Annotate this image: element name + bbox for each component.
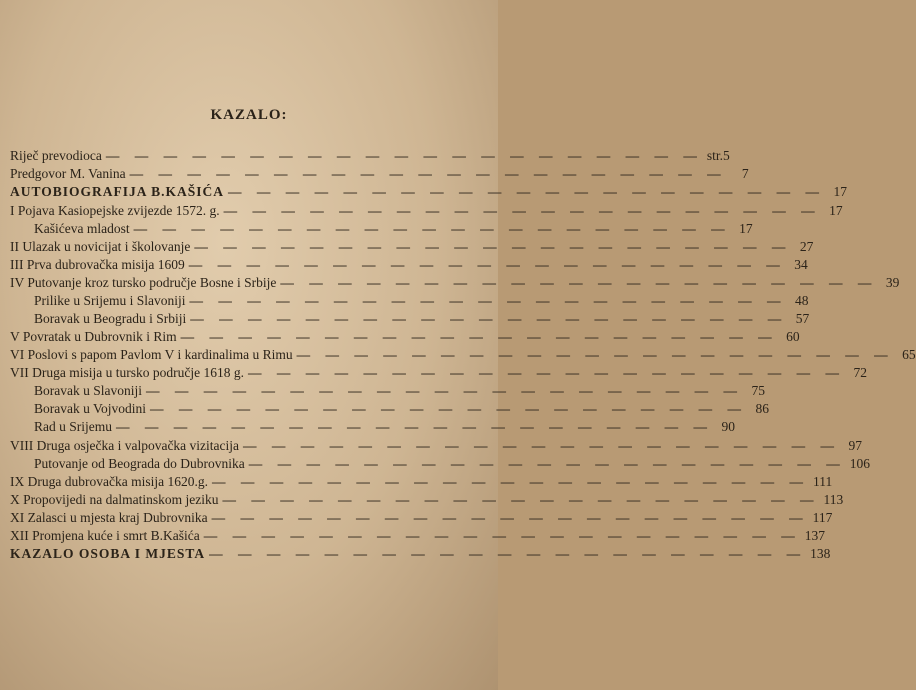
toc-entry-page: 39 xyxy=(885,275,900,290)
toc-entry-label: Predgovor M. Vanina xyxy=(10,166,126,181)
toc-entry-label: X Propovijedi na dalmatinskom jeziku xyxy=(10,492,219,507)
toc-entry-label: Boravak u Slavoniji xyxy=(34,383,142,398)
toc-entry xyxy=(10,148,730,166)
page-title: KAZALO: xyxy=(210,107,288,123)
toc-entry-page: 137 xyxy=(804,528,825,543)
toc-entry-page: 113 xyxy=(823,492,844,507)
toc-entry xyxy=(10,329,800,347)
toc-entry xyxy=(34,293,809,311)
toc-entry xyxy=(10,239,814,257)
leader-dashes: — — — — — — — — — — — — — — — — — — — — — xyxy=(105,148,703,163)
toc-entry-label: VII Druga misija u tursko područje 1618 g. xyxy=(10,365,244,380)
leader-dashes: — — — — — — — — — — — — — — — — — — — — — xyxy=(133,221,731,236)
toc-entry-label: KAZALO OSOBA I MJESTA xyxy=(10,546,206,561)
toc-entry-label: VIII Druga osječka i valpovačka vizitacija xyxy=(10,438,240,453)
toc-entry xyxy=(10,365,867,383)
toc-entry xyxy=(10,257,808,275)
toc-entry-label: II Ulazak u novicijat i školovanje xyxy=(10,239,191,254)
leader-dashes: — — — — — — — — — — — — — — — — — — — — — xyxy=(211,510,809,525)
toc-entry-label: IX Druga dubrovačka misija 1620.g. xyxy=(10,474,208,489)
leader-dashes: — — — — — — — — — — — — — — — — — — — — — xyxy=(129,166,727,181)
toc-entry-label: Boravak u Vojvodini xyxy=(34,401,147,416)
toc-entry xyxy=(10,347,916,365)
toc-entry xyxy=(10,184,848,202)
toc-entry xyxy=(10,510,833,528)
toc-entry-page: 72 xyxy=(853,365,867,380)
toc-entry xyxy=(10,546,831,564)
leader-dashes: — — — — — — — — — — — — — — — — — — — — — xyxy=(222,492,820,507)
leader-dashes: — — — — — — — — — — — — — — — — — — — — — xyxy=(180,329,778,344)
toc-entry xyxy=(10,203,843,221)
toc-entry xyxy=(10,492,844,510)
leader-dashes: — — — — — — — — — — — — — — — — — — — — — xyxy=(189,293,787,308)
toc-entry-page: str.5 xyxy=(706,148,730,163)
toc-entry xyxy=(34,383,765,401)
toc-entry xyxy=(34,419,735,437)
toc-entry xyxy=(34,221,753,239)
toc-entry-label: Riječ prevodioca xyxy=(10,148,102,163)
leader-dashes: — — — — — — — — — — — — — — — — — — — — — xyxy=(194,239,792,254)
leader-dashes: — — — — — — — — — — — — — — — — — — — — — xyxy=(296,347,894,362)
toc-entry-page: 65 xyxy=(902,347,916,362)
leader-dashes: — — — — — — — — — — — — — — — — — — — — — xyxy=(203,528,801,543)
toc-entry-label: XII Promjena kuće i smrt B.Kašića xyxy=(10,528,200,543)
toc-entry xyxy=(34,401,770,419)
leader-dashes: — — — — — — — — — — — — — — — — — — — — — xyxy=(116,419,713,434)
leader-dashes: — — — — — — — — — — — — — — — — — — — — — xyxy=(248,456,846,471)
leader-dashes: — — — — — — — — — — — — — — — — — — — — — xyxy=(280,275,878,290)
toc-entry-page: 17 xyxy=(833,184,848,199)
toc-entry-page: 7 xyxy=(741,166,749,181)
toc-entry-label: III Prva dubrovačka misija 1609 xyxy=(10,257,185,272)
toc-entry-label: AUTOBIOGRAFIJA B.KAŠIĆA xyxy=(10,184,225,199)
toc-entry-page: 111 xyxy=(812,474,833,489)
toc-entry xyxy=(34,456,870,474)
toc-entry xyxy=(34,311,810,329)
leader-dashes: — — — — — — — — — — — — — — — — — — — — — xyxy=(211,474,809,489)
toc-entry-page: 117 xyxy=(812,510,833,525)
toc-entry-label: Putovanje od Beograda do Dubrovnika xyxy=(34,456,245,471)
toc-entry xyxy=(10,166,749,184)
leader-dashes: — — — — — — — — — — — — — — — — — — — — — xyxy=(150,401,748,416)
toc-entry-label: V Povratak u Dubrovnik i Rim xyxy=(10,329,177,344)
leader-dashes: — — — — — — — — — — — — — — — — — — — — — xyxy=(228,184,826,199)
toc-entry-label: XI Zalasci u mjesta kraj Dubrovnika xyxy=(10,510,208,525)
toc-entry xyxy=(10,275,900,293)
toc-entry xyxy=(10,528,825,546)
toc-entry-label: Rad u Srijemu xyxy=(34,419,112,434)
toc-entry-page: 17 xyxy=(829,203,843,218)
toc-entry xyxy=(10,438,863,456)
leader-dashes: — — — — — — — — — — — — — — — — — — — — — xyxy=(188,257,786,272)
toc-entry-page: 17 xyxy=(739,221,753,236)
leader-dashes: — — — — — — — — — — — — — — — — — — — — — xyxy=(146,383,743,398)
leader-dashes: — — — — — — — — — — — — — — — — — — — — — xyxy=(209,546,807,561)
toc-entry-page: 90 xyxy=(721,419,735,434)
toc-entry-page: 60 xyxy=(786,329,800,344)
toc-entry-page: 75 xyxy=(751,383,765,398)
leader-dashes: — — — — — — — — — — — — — — — — — — — — — xyxy=(243,438,841,453)
toc-entry-label: Prilike u Srijemu i Slavoniji xyxy=(34,293,186,308)
toc-entry-page: 57 xyxy=(795,311,810,326)
leader-dashes: — — — — — — — — — — — — — — — — — — — — — xyxy=(190,311,788,326)
toc-entry-page: 27 xyxy=(799,239,814,254)
toc-entry-label: Boravak u Beogradu i Srbiji xyxy=(34,311,187,326)
toc-entry-page: 97 xyxy=(848,438,863,453)
toc-entry xyxy=(10,474,833,492)
leader-dashes: — — — — — — — — — — — — — — — — — — — — — xyxy=(247,365,845,380)
toc-entry-page: 86 xyxy=(755,401,770,416)
toc-entry-page: 138 xyxy=(810,546,831,561)
toc-entry-label: IV Putovanje kroz tursko područje Bosne i Srbije xyxy=(10,275,277,290)
toc-entry-label: Kašićeva mladost xyxy=(34,221,130,236)
toc-entry-page: 34 xyxy=(794,257,808,272)
toc-entry-label: I Pojava Kasiopejske zvijezde 1572. g. xyxy=(10,203,220,218)
toc-entry-page: 106 xyxy=(849,456,870,471)
toc-entry-label: VI Poslovi s papom Pavlom V i kardinalima u Rimu xyxy=(10,347,293,362)
toc-entry-page: 48 xyxy=(795,293,809,308)
leader-dashes: — — — — — — — — — — — — — — — — — — — — — xyxy=(223,203,821,218)
